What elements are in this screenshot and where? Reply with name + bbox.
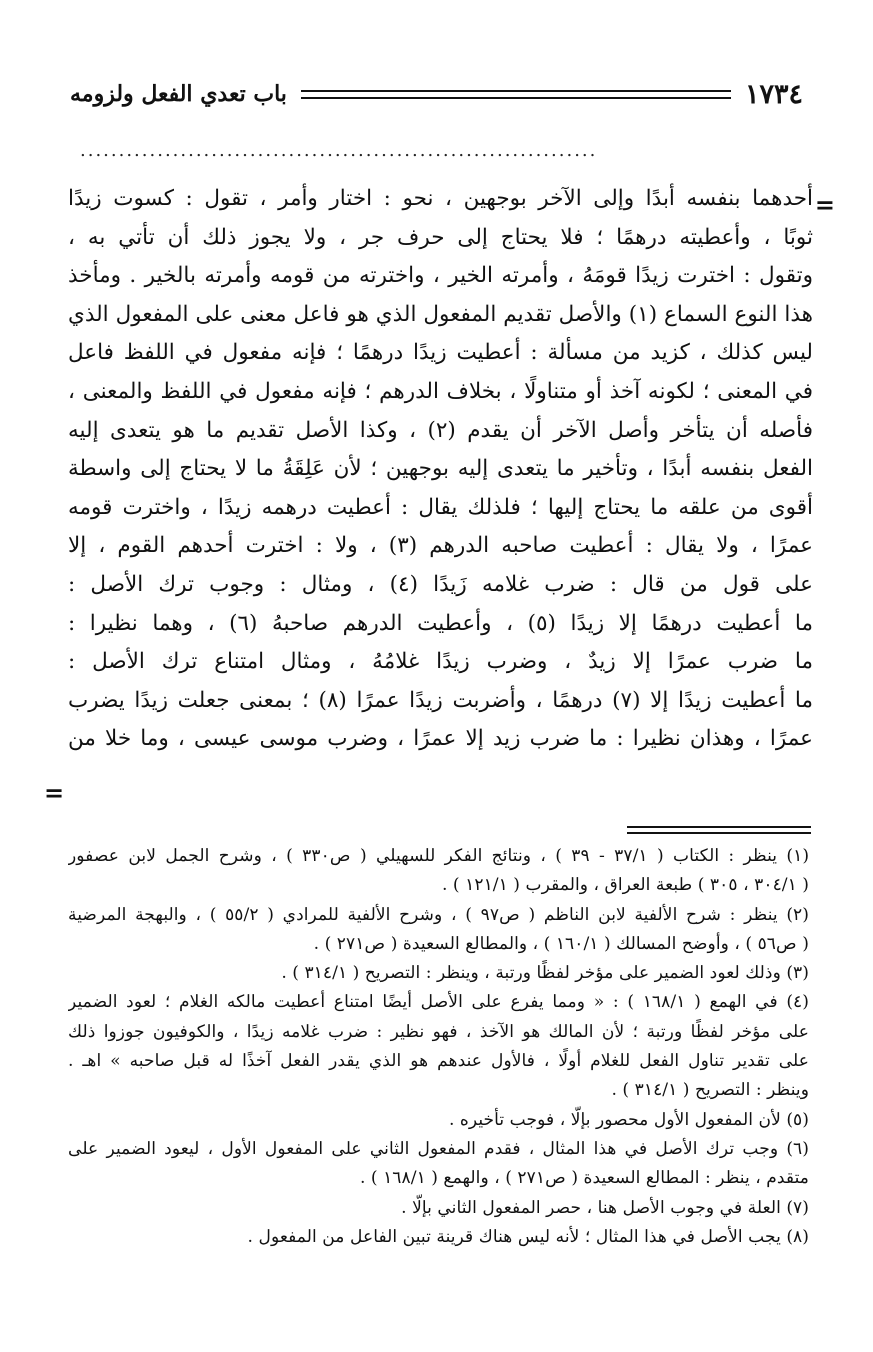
text-line: في المعنى ؛ لكونه آخذ أو متناولًا ، بخلاف الدرهم ؛ فإنه مفعول في اللفظ والمعنى ، xyxy=(68,378,813,404)
header-rule xyxy=(301,90,731,99)
main-text xyxy=(68,180,813,759)
text-line: فأصله أن يتأخر وأصل الآخر أن يقدم (٢) ، وكذا الأصل تقديم ما هو يتعدى إليه xyxy=(68,417,813,443)
footnote-line: ( ٣٠٤/١ ، ٣٠٥ ) طبعة العراق ، والمقرب ( ١٢١/١ ) . xyxy=(442,875,809,896)
text-line: وتقول : اخترت زيدًا قومَهُ ، وأمرته الخير ، واخترته من قومه وأمرته بالخير . ومأخذ xyxy=(68,263,813,289)
continuation-mark-start: = xyxy=(814,190,835,219)
chapter-title: باب تعدي الفعل ولزومه xyxy=(70,81,287,107)
text-line: أحدهما بنفسه أبدًا وإلى الآخر بوجهين ، نحو : اختار وأمر ، تقول : كسوت زيدًا xyxy=(68,186,813,211)
footnote-separator xyxy=(627,826,811,834)
text-line: ما ضرب عمرًا إلا زيدٌ ، وضرب زيدًا غلامُهُ ، ومثال امتناع ترك الأصل : xyxy=(68,649,813,675)
text-line: ليس كذلك ، كزيد من مسألة : أعطيت زيدًا درهمًا ؛ فإنه مفعول في اللفظ فاعل xyxy=(68,340,813,366)
footnote-line: على تقدير تناول الفعل للغلام أولًا ، فالأول عندهم هو الذي يقدر الفعل آخذًا له قبل صاحبه » اهـ . xyxy=(68,1051,809,1072)
footnote-line: ( ص٥٦ ) ، وأوضح المسالك ( ١٦٠/١ ) ، والمطالع السعيدة ( ص٢٧١ ) . xyxy=(313,933,809,954)
footnote-line: على مؤخر لفظًا ورتبة ؛ لأن المالك هو الآخذ ، فهو نظير : ضرب غلامه زيدًا ، والكوفيون جوزوا ذلك xyxy=(68,1021,809,1042)
footnotes xyxy=(68,842,809,1252)
dotted-separator: ................................................................... xyxy=(80,140,598,161)
text-line: الفعل بنفسه أبدًا ، وتأخير ما يتعدى إليه بوجهين ؛ لأن عَلِقَةُ ما لا يحتاج إلى واسطة xyxy=(68,456,813,482)
footnote-line: متقدم ، ينظر : المطالع السعيدة ( ص٢٧١ ) ، والهمع ( ١٦٨/١ ) . xyxy=(359,1168,809,1189)
text-line: عمرًا ، وهذان نظيرا : ما ضرب زيد إلا عمرًا ، وضرب موسى عيسى ، وما خلا من xyxy=(68,726,813,752)
text-line: هذا النوع السماع (١) والأصل تقديم المفعول الذي هو فاعل معنى على المفعول الذي xyxy=(68,301,813,327)
footnote-line: (٦) وجب ترك الأصل في هذا المثال ، فقدم المفعول الثاني على المفعول الأول ، ليعود الضمير على xyxy=(68,1138,809,1159)
footnote-line: (١) ينظر : الكتاب ( ٣٧/١ - ٣٩ ) ، ونتائج الفكر للسهيلي ( ص٣٣٠ ) ، وشرح الجمل لابن عصفور xyxy=(68,846,809,866)
footnote-line: (٣) وذلك لعود الضمير على مؤخر لفظًا ورتبة ، وينظر : التصريح ( ٣١٤/١ ) . xyxy=(281,963,809,984)
page-number: ١٧٣٤ xyxy=(744,78,803,110)
text-line: عمرًا ، ولا يقال : أعطيت صاحبه الدرهم (٣) ، ولا : اخترت أحدهم القوم ، إلا xyxy=(68,533,813,559)
footnote-line: وينظر : التصريح ( ٣١٤/١ ) . xyxy=(611,1080,809,1101)
text-line: ثوبًا ، وأعطيته درهمًا ؛ فلا يحتاج إلى حرف جر ، ولا يجوز ذلك أن تأتي به ، xyxy=(68,224,813,250)
continuation-mark-end: = xyxy=(44,778,65,807)
text-line: على قول من قال : ضرب غلامه زَيدًا (٤) ، ومثال : وجوب ترك الأصل : xyxy=(68,571,813,597)
page-header xyxy=(70,74,803,114)
text-line: أقوى من علقه ما يحتاج إليها ؛ فلذلك يقال : أعطيت درهمه زيدًا ، واخترت قومه xyxy=(68,494,813,520)
footnote-line: (٢) ينظر : شرح الألفية لابن الناظم ( ص٩٧ ) ، وشرح الألفية للمرادي ( ٥٥/٢ ) ، والبهجة المرضية xyxy=(68,904,809,925)
footnote-line: (٥) لأن المفعول الأول محصور بإلّا ، فوجب تأخيره . xyxy=(448,1109,809,1130)
text-line: ما أعطيت زيدًا إلا (٧) درهمًا ، وأضربت زيدًا عمرًا (٨) ؛ بمعنى جعلت زيدًا يضرب xyxy=(68,687,813,713)
footnote-line: (٨) يجب الأصل في هذا المثال ؛ لأنه ليس هناك قرينة تبين الفاعل من المفعول . xyxy=(247,1226,809,1247)
footnote-line: (٧) العلة في وجوب الأصل هنا ، حصر المفعول الثاني بإلّا . xyxy=(401,1197,809,1218)
text-line: ما أعطيت درهمًا إلا زيدًا (٥) ، وأعطيت الدرهم صاحبهُ (٦) ، وهما نظيرا : xyxy=(68,610,813,636)
footnote-line: (٤) في الهمع ( ١٦٨/١ ) : « ومما يفرع على الأصل أيضًا امتناع أعطيت مالكه الغلام ؛ لعود الضمير xyxy=(68,992,809,1013)
